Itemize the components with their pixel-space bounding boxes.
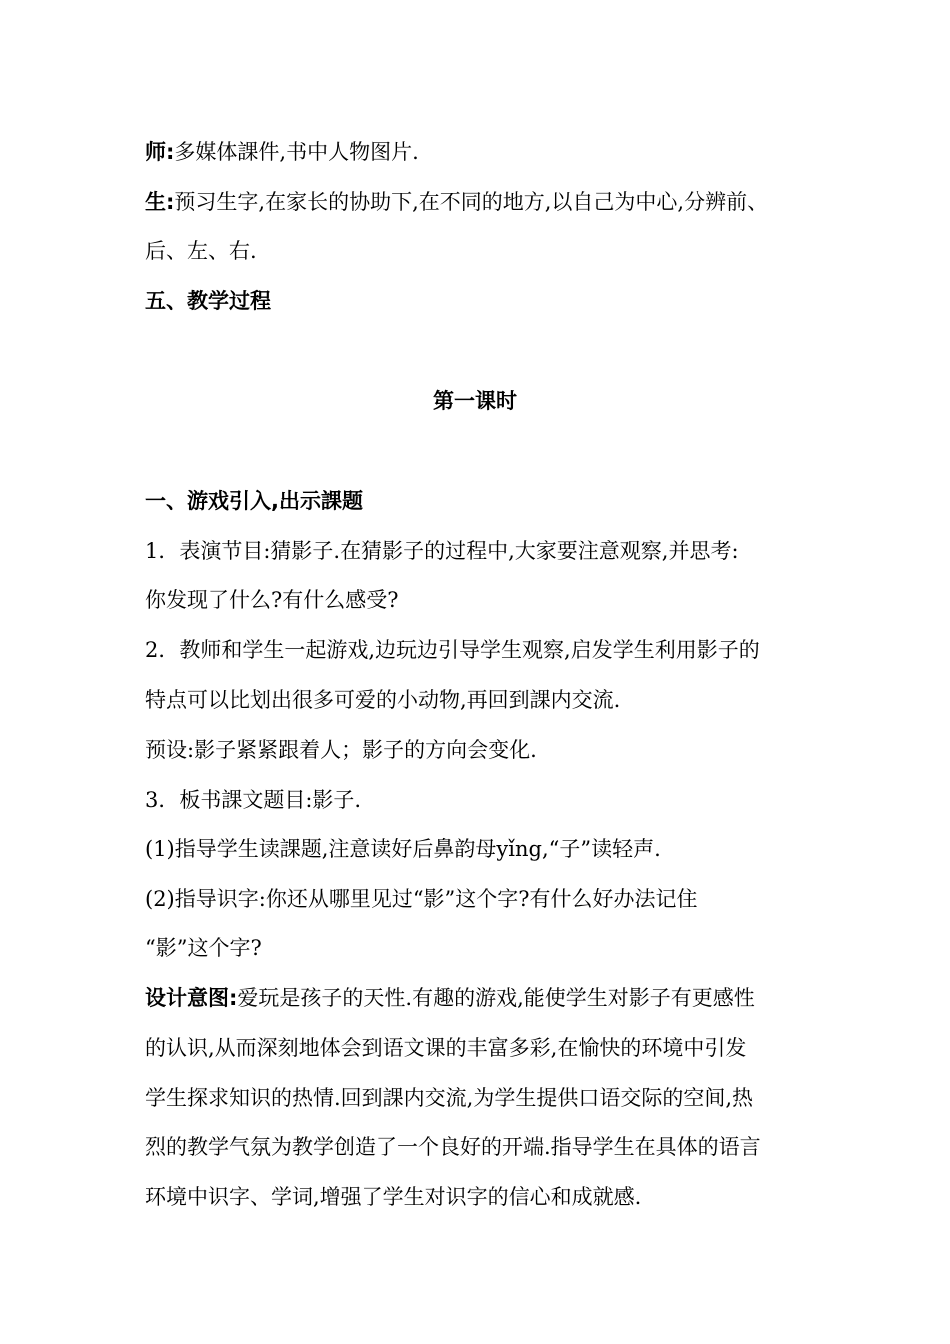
paragraph-line: “影”这个字? — [145, 936, 262, 960]
student-materials-continuation: 后、左、右. — [145, 239, 257, 263]
paragraph-line: 你发现了什么?有什么感受? — [145, 588, 399, 612]
design-intent-text: 爱玩是孩子的天性.有趣的游戏,能使学生对影子有更感性 — [237, 986, 755, 1010]
design-intent-first-line — [145, 983, 755, 1013]
design-intent-line: 学生探求知识的热情.回到課内交流,为学生提供口语交际的空间,热 — [145, 1086, 754, 1110]
design-intent-label: 设计意图: — [145, 986, 238, 1010]
teacher-materials-line — [145, 137, 419, 167]
paragraph-line: 2．教师和学生一起游戏,边玩边引导学生观察,启发学生利用影子的 — [145, 638, 760, 662]
paragraph-line: (1)指导学生读課题,注意读好后鼻韵母yǐng,“子”读轻声. — [145, 837, 661, 861]
design-intent-line: 烈的教学气氛为教学创造了一个良好的开端.指导学生在具体的语言 — [145, 1135, 761, 1159]
design-intent-line: 的认识,从而深刻地体会到语文课的丰富多彩,在愉快的环境中引发 — [145, 1036, 747, 1060]
teacher-label: 师: — [145, 140, 175, 164]
lesson-title: 第一课时 — [433, 389, 517, 413]
paragraph-line: 特点可以比划出很多可爱的小动物,再回到課内交流. — [145, 688, 621, 712]
paragraph-line: 3．板书課文题目:影子. — [145, 788, 362, 812]
student-materials-line — [145, 187, 768, 217]
student-materials-text: 预习生字,在家长的协助下,在不同的地方,以自己为中心,分辨前、 — [174, 190, 769, 214]
paragraph-line: (2)指导识字:你还从哪里见过“影”这个字?有什么好办法记住 — [145, 887, 698, 911]
student-label: 生: — [145, 190, 175, 214]
paragraph-line: 预设:影子紧紧跟着人；影子的方向会变化. — [145, 738, 537, 762]
part-one-heading: 一、游戏引入,出示課题 — [145, 489, 363, 513]
design-intent-line: 环境中识字、学词,增强了学生对识字的信心和成就感. — [145, 1185, 642, 1209]
paragraph-line: 1．表演节目:猜影子.在猜影子的过程中,大家要注意观察,并思考: — [145, 539, 739, 563]
section-heading-teaching-process: 五、教学过程 — [145, 289, 271, 313]
teacher-materials-text: 多媒体課件,书中人物图片. — [174, 140, 419, 164]
